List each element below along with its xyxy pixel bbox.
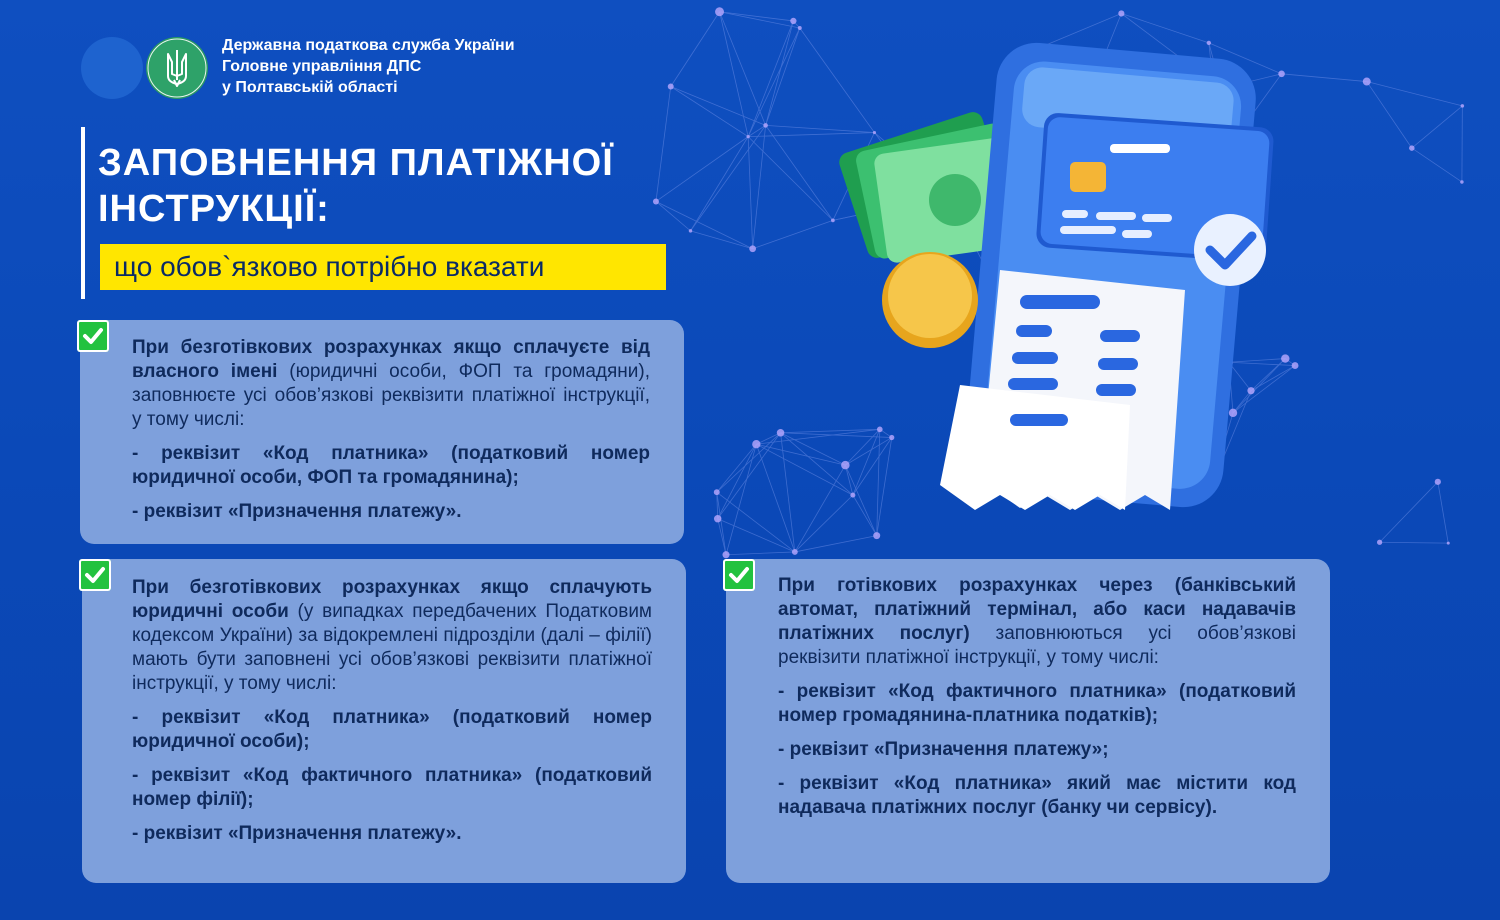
card-2-item-2-text: - реквізит «Код фактичного платника» (податковий номер філії); xyxy=(132,765,652,810)
network-line xyxy=(717,492,795,552)
network-line xyxy=(717,492,726,555)
title-accent-bar xyxy=(81,127,85,299)
card-cash-payments xyxy=(726,559,1330,883)
title-line-1: ЗАПОВНЕННЯ ПЛАТІЖНОЇ xyxy=(98,142,614,184)
network-line xyxy=(766,28,800,125)
network-node xyxy=(798,26,802,30)
network-line xyxy=(718,519,795,552)
card-2-intro-bold: При безготівкових розрахунках якщо сплачують юридичні особи xyxy=(132,577,652,622)
checkmark-badge-icon xyxy=(1194,214,1266,286)
network-line xyxy=(766,125,833,220)
network-node xyxy=(746,135,749,138)
network-node xyxy=(1409,145,1414,150)
card-3-intro-bold: При готівкових розрахунках через (банківський автомат, платіжний термінал, або каси надавачів платіжних послуг) xyxy=(778,575,1296,644)
card-1-item-1-text: - реквізит «Код платника» (податковий номер юридичної особи, ФОП та громадянина); xyxy=(132,443,650,488)
network-line xyxy=(748,28,800,137)
network-node xyxy=(777,429,785,437)
title-line-2: ІНСТРУКЦІЇ: xyxy=(98,188,330,230)
network-line xyxy=(756,444,794,552)
network-node xyxy=(790,18,796,24)
check-mark-icon xyxy=(77,320,109,352)
card-1-intro-bold: При безготівкових розрахунках якщо сплачуєте від власного імені xyxy=(132,337,650,382)
network-line xyxy=(753,220,833,248)
network-node xyxy=(1435,479,1441,485)
network-line xyxy=(1380,542,1449,543)
network-line xyxy=(691,125,766,230)
card-3-item-1-text: - реквізит «Код фактичного платника» (податковий номер громадянина-платника податків); xyxy=(778,681,1296,726)
network-line xyxy=(691,137,749,231)
card-cashless-own-name xyxy=(80,320,684,544)
network-node xyxy=(752,440,760,448)
card-3-item-2-text: - реквізит «Призначення платежу»; xyxy=(778,739,1109,760)
network-node xyxy=(763,123,768,128)
network-node xyxy=(722,551,729,558)
network-line xyxy=(726,444,756,555)
org-line-2: Головне управління ДПС xyxy=(222,58,422,75)
network-line xyxy=(1412,148,1462,182)
check-mark-icon xyxy=(79,559,111,591)
network-line xyxy=(717,444,757,492)
network-line xyxy=(1282,74,1367,82)
network-node xyxy=(715,7,724,16)
network-node xyxy=(714,489,720,495)
network-node xyxy=(714,515,721,522)
card-2-item-3-text: - реквізит «Призначення платежу». xyxy=(132,823,462,844)
card-1-item-1 xyxy=(132,442,650,490)
organization-name xyxy=(222,35,515,98)
network-node xyxy=(873,532,880,539)
page-subtitle: що обов`язково потрібно вказати xyxy=(100,244,666,290)
check-mark-icon xyxy=(723,559,755,591)
network-line xyxy=(1380,482,1438,542)
network-line xyxy=(720,12,749,137)
network-node xyxy=(668,83,674,89)
card-2-text xyxy=(132,576,652,846)
network-line xyxy=(726,552,795,555)
card-1-text xyxy=(132,336,650,524)
card-1-intro-rest: (юридичні особи, ФОП та громадяни), заповнюєте усі обов’язкові реквізити платіжної інструкції, у тому числі: xyxy=(132,361,650,430)
network-line xyxy=(748,137,752,249)
network-node xyxy=(749,245,756,252)
network-line xyxy=(795,536,877,552)
network-line xyxy=(717,433,781,492)
network-line xyxy=(671,86,748,136)
card-1-item-2-text: - реквізит «Призначення платежу». xyxy=(132,501,462,522)
network-node xyxy=(1363,78,1371,86)
dps-logo xyxy=(80,36,210,100)
network-line xyxy=(656,86,671,201)
network-node xyxy=(1118,10,1124,16)
network-line xyxy=(753,125,766,248)
coin-icon xyxy=(882,252,978,348)
network-line xyxy=(718,433,781,519)
network-line xyxy=(1412,106,1463,148)
network-node xyxy=(689,229,692,232)
network-node xyxy=(1377,540,1382,545)
card-3-item-2 xyxy=(778,738,1296,762)
network-node xyxy=(792,549,798,555)
card-3-intro-rest: заповнюються усі обов’язкові реквізити платіжної інструкції, у тому числі: xyxy=(778,623,1296,668)
card-2-intro-rest: (у випадках передбачених Податковим кодексом України) за відокремлені підрозділи (далі – філії) мають бути заповнені усі обов’язкові реквізити платіжної інструкції, у тому числі: xyxy=(132,601,652,694)
org-line-3: у Полтавській області xyxy=(222,79,398,96)
network-line xyxy=(748,137,833,221)
smartphone-payment-illustration xyxy=(830,40,1290,520)
page-title xyxy=(98,140,614,232)
network-line xyxy=(720,12,766,126)
card-1-intro xyxy=(132,336,650,432)
card-1-item-2 xyxy=(132,500,650,524)
card-3-item-3-text: - реквізит «Код платника» який має містити код надавача платіжних послуг (банку чи сервісу). xyxy=(778,773,1296,818)
network-line xyxy=(671,12,720,87)
network-line xyxy=(766,21,794,125)
network-line xyxy=(1438,482,1448,543)
card-3-intro xyxy=(778,574,1296,670)
network-node xyxy=(1460,180,1463,183)
card-2-item-2 xyxy=(132,764,652,812)
org-line-1: Державна податкова служба України xyxy=(222,37,515,54)
network-node xyxy=(1292,362,1299,369)
network-node xyxy=(1461,104,1465,108)
network-line xyxy=(1121,13,1208,42)
network-node xyxy=(1447,542,1450,545)
card-2-item-1 xyxy=(132,706,652,754)
card-cashless-legal-entities xyxy=(82,559,686,883)
card-3-text xyxy=(778,574,1296,820)
network-node xyxy=(653,198,659,204)
card-3-item-1 xyxy=(778,680,1296,728)
network-line xyxy=(748,21,793,137)
card-3-item-3 xyxy=(778,772,1296,820)
card-2-item-3 xyxy=(132,822,652,846)
card-2-item-1-text: - реквізит «Код платника» (податковий номер юридичної особи); xyxy=(132,707,652,752)
network-line xyxy=(671,86,766,125)
card-2-intro xyxy=(132,576,652,696)
